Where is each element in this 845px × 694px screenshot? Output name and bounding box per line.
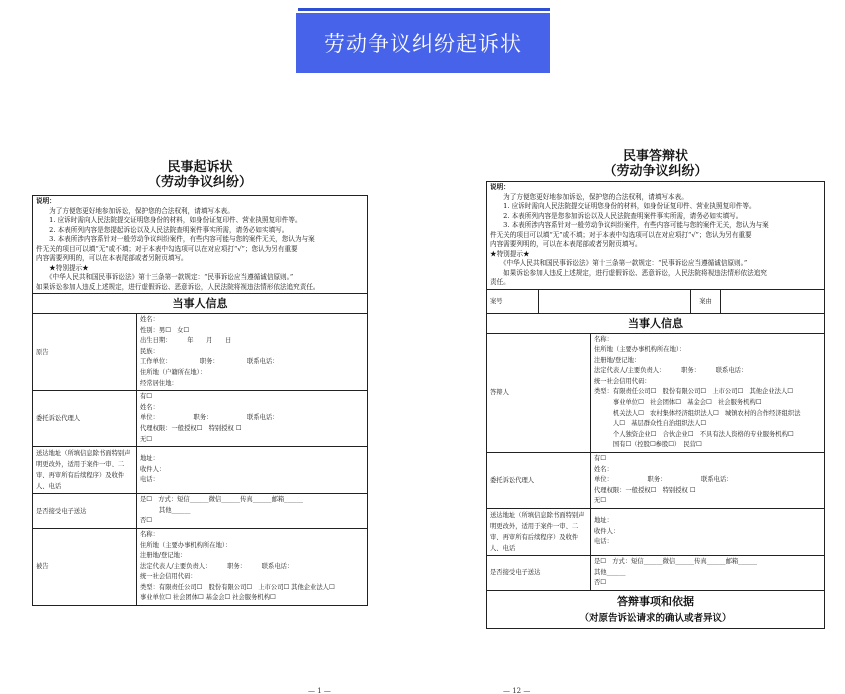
field-line: 收件人： [140, 465, 166, 473]
field-line: 性别：男☐ 女☐ [140, 326, 190, 334]
row-label: 是否接受电子送达 [33, 494, 137, 529]
form-row [33, 314, 368, 391]
row-fields[interactable] [137, 391, 368, 447]
note-line: 《中华人民共和国民事诉讼法》第十三条第一款规定：“民事诉讼应当遵循诚信原则。” [490, 259, 748, 267]
row-fields[interactable] [591, 333, 825, 453]
complaint-table [32, 293, 368, 606]
note-line: ★特别提示★ [490, 249, 530, 258]
note-line: 责任。 [490, 278, 510, 286]
field-line: 代理权限：一般授权☐ 特别授权 ☐ [594, 486, 696, 494]
row-label: 委托诉讼代理人 [487, 453, 591, 509]
note-line: 2. 本表所列内容是您提起诉讼以及人民法院查明案件事实所需，请务必如实填写。 [36, 225, 289, 234]
field-line: 有☐ [140, 393, 152, 401]
form-row [487, 333, 825, 453]
form-row [487, 556, 825, 591]
note-line: ★特别提示★ [36, 263, 89, 272]
field-line: 类型：有限责任公司☐ 股份有限公司☐ 上市公司☐ 其他企业法人☐ [594, 388, 793, 396]
field-line: 法定代表人/主要负责人： 职务： 联系电话： [140, 562, 294, 570]
row-label: 送达地址（所填信息除书面特别声明更改外，适用于案件一审、二审、再审所有后续程序）及收件人、电话 [487, 509, 591, 556]
note-line: 如果诉讼参加人违反上述规定，进行虚假诉讼、恶意诉讼，人民法院将视违法情形依法追究 [490, 268, 767, 277]
field-line: 无☐ [594, 497, 606, 505]
party-info-header: 当事人信息 [33, 294, 368, 314]
field-line: 收件人： [594, 527, 620, 535]
field-line: 经常居住地： [140, 379, 178, 387]
field-line: 电话： [594, 538, 613, 546]
field-line: 类型：有限责任公司☐ 股份有限公司☐ 上市公司☐ 其他企业法人☐ [140, 583, 335, 591]
field-line: 地址： [140, 455, 159, 463]
complaint-title: 民事起诉状 [167, 160, 233, 175]
banner-accent-line [298, 8, 550, 11]
note-line: 为了方便您更好地参加诉讼，保护您的合法权利，请填写本表。 [36, 206, 234, 215]
row-label: 被告 [33, 528, 137, 605]
field-line: 否☐ [594, 579, 606, 587]
note-line: 1. 应诉时需向人民法院提交证明您身份的材料，如身份证复印件、营业执照复印件等。 [36, 216, 302, 224]
page-number-left: — 1 — [308, 687, 331, 694]
field-line: 注册地/登记地： [594, 356, 641, 364]
row-label: 送达地址（所填信息除书面特别声明更改外，适用于案件一审、二审、再审所有后续程序）及收件人、电话 [33, 447, 137, 494]
row-label: 原告 [33, 314, 137, 391]
note-line: 内容需要列明的，可以在本表尾部或者另附页填写。 [36, 254, 188, 262]
row-fields[interactable] [137, 447, 368, 494]
field-line: 是☐ 方式：短信______微信______传真______邮箱______ [140, 496, 304, 504]
field-line: 姓名： [594, 465, 613, 473]
note-line: 《中华人民共和国民事诉讼法》第十三条第一款规定：“民事诉讼应当遵循诚信原则。” [36, 273, 294, 281]
case-no-value[interactable] [539, 289, 691, 313]
defense-notes [486, 181, 825, 289]
field-line: 单位： 职务： 联系电话： [594, 476, 733, 484]
field-line: 事业单位☐ 社会团体☐ 基金会☐ 社会服务机构☐ [594, 399, 762, 407]
page-number-right: — 12 — [503, 687, 531, 694]
field-line: 名称： [594, 335, 613, 343]
case-no-label: 案号 [487, 289, 539, 313]
form-row [33, 391, 368, 447]
cause-label: 案由 [691, 289, 721, 313]
row-fields[interactable] [137, 528, 368, 605]
field-line: 国有☐（控股☐参股☐） 民营☐ [594, 441, 702, 449]
field-line: 出生日期： 年 月 日 [140, 337, 232, 345]
field-line: 个人独资企业☐ 合伙企业☐ 不具有法人资格的专业服务机构☐ [594, 430, 794, 438]
form-row [487, 453, 825, 509]
field-line: 统一社会信用代码： [140, 573, 197, 581]
row-fields[interactable] [137, 494, 368, 529]
note-line: 3. 本表所涉内容系针对一般劳动争议纠纷案件，有些内容可能与您的案件无关，您认为与案 [36, 235, 315, 243]
row-fields[interactable] [591, 556, 825, 591]
field-line: 民族： [140, 347, 159, 355]
complaint-subtitle: （劳动争议纠纷） [147, 175, 252, 190]
note-line: 件无关的项目可以填“无”或不填；对于本表中勾选项可以在对应项打“√”；您认为另有重要 [36, 244, 298, 253]
defense-title: 民事答辩状 [622, 149, 688, 164]
field-line: 姓名： [140, 403, 159, 411]
field-line: 姓名： [140, 316, 159, 323]
field-line: 法定代表人/主要负责人： 职务： 联系电话： [594, 367, 748, 375]
row-fields[interactable] [591, 509, 825, 556]
row-label: 委托诉讼代理人 [33, 391, 137, 447]
row-fields[interactable] [591, 453, 825, 509]
row-label: 是否接受电子送达 [487, 556, 591, 591]
field-line: 有☐ [594, 455, 606, 463]
field-line: 单位： 职务： 联系电话： [140, 414, 279, 422]
field-line: 无☐ [140, 435, 152, 443]
field-line: 统一社会信用代码： [594, 377, 651, 385]
field-line: 地址： [594, 517, 613, 525]
note-line: 3. 本表所涉内容系针对一般劳动争议纠纷案件，有些内容可能与您的案件无关，您认为与案 [490, 221, 769, 229]
defense-matters-header: 答辩事项和依据 [487, 590, 825, 608]
defendant-info-header: 当事人信息 [487, 313, 825, 333]
field-line: 住所地（户籍所在地）： [140, 368, 207, 376]
banner-title: 劳动争议纠纷起诉状 [296, 13, 550, 73]
defense-subtitle: （劳动争议纠纷） [603, 164, 708, 179]
field-line: 人☐ 基层群众性自治组织法人☐ [594, 420, 707, 428]
note-line: 2. 本表所列内容是您参加诉讼以及人民法院查明案件事实所需，请务必如实填写。 [490, 211, 743, 220]
note-line: 件无关的项目可以填“无”或不填；对于本表中勾选项可以在对应项打“√”；您认为另有重要 [490, 230, 752, 239]
row-fields[interactable] [137, 314, 368, 391]
field-line: 代理权限：一般授权☐ 特别授权 ☐ [140, 424, 242, 432]
field-line: 其他______ [594, 568, 626, 576]
field-line: 注册地/登记地： [140, 552, 187, 560]
field-line: 否☐ [140, 517, 152, 525]
form-row [33, 447, 368, 494]
field-line: 机关法人☐ 农村集体经济组织法人☐ 城镇农村的合作经济组织法 [594, 409, 801, 417]
note-line: 说明： [490, 183, 510, 191]
form-row [33, 528, 368, 605]
row-label: 答辩人 [487, 333, 591, 453]
complaint-form [32, 160, 368, 606]
form-row [487, 509, 825, 556]
defense-matters-subheader: （对原告诉讼请求的确认或者异议） [487, 608, 825, 629]
defense-table [486, 289, 825, 629]
field-line: 其他______ [140, 506, 191, 514]
note-line: 内容需要列明的，可以在本表尾部或者另附页填写。 [490, 240, 642, 248]
cause-value[interactable] [721, 289, 825, 313]
field-line: 是☐ 方式：短信______微信______传真______邮箱______ [594, 558, 758, 565]
note-line: 说明： [36, 197, 56, 205]
field-line: 事业单位☐ 社会团体☐ 基金会☐ 社会服务机构☐ [140, 594, 276, 602]
note-line: 为了方便您更好地参加诉讼，保护您的合法权利，请填写本表。 [490, 192, 688, 201]
field-line: 住所地（主要办事机构所在地）： [140, 541, 232, 549]
field-line: 名称： [140, 530, 159, 538]
defense-form [486, 149, 825, 629]
field-line: 工作单位： 职务： 联系电话： [140, 358, 279, 366]
form-row [33, 494, 368, 529]
complaint-notes [32, 195, 368, 293]
field-line: 电话： [140, 476, 159, 484]
field-line: 住所地（主要办事机构所在地）： [594, 346, 686, 354]
note-line: 1. 应诉时需向人民法院提交证明您身份的材料，如身份证复印件、营业执照复印件等。 [490, 202, 756, 210]
note-line: 如果诉讼参加人违反上述规定，进行虚假诉讼、恶意诉讼，人民法院将视违法情形依法追究责任。 [36, 282, 320, 291]
